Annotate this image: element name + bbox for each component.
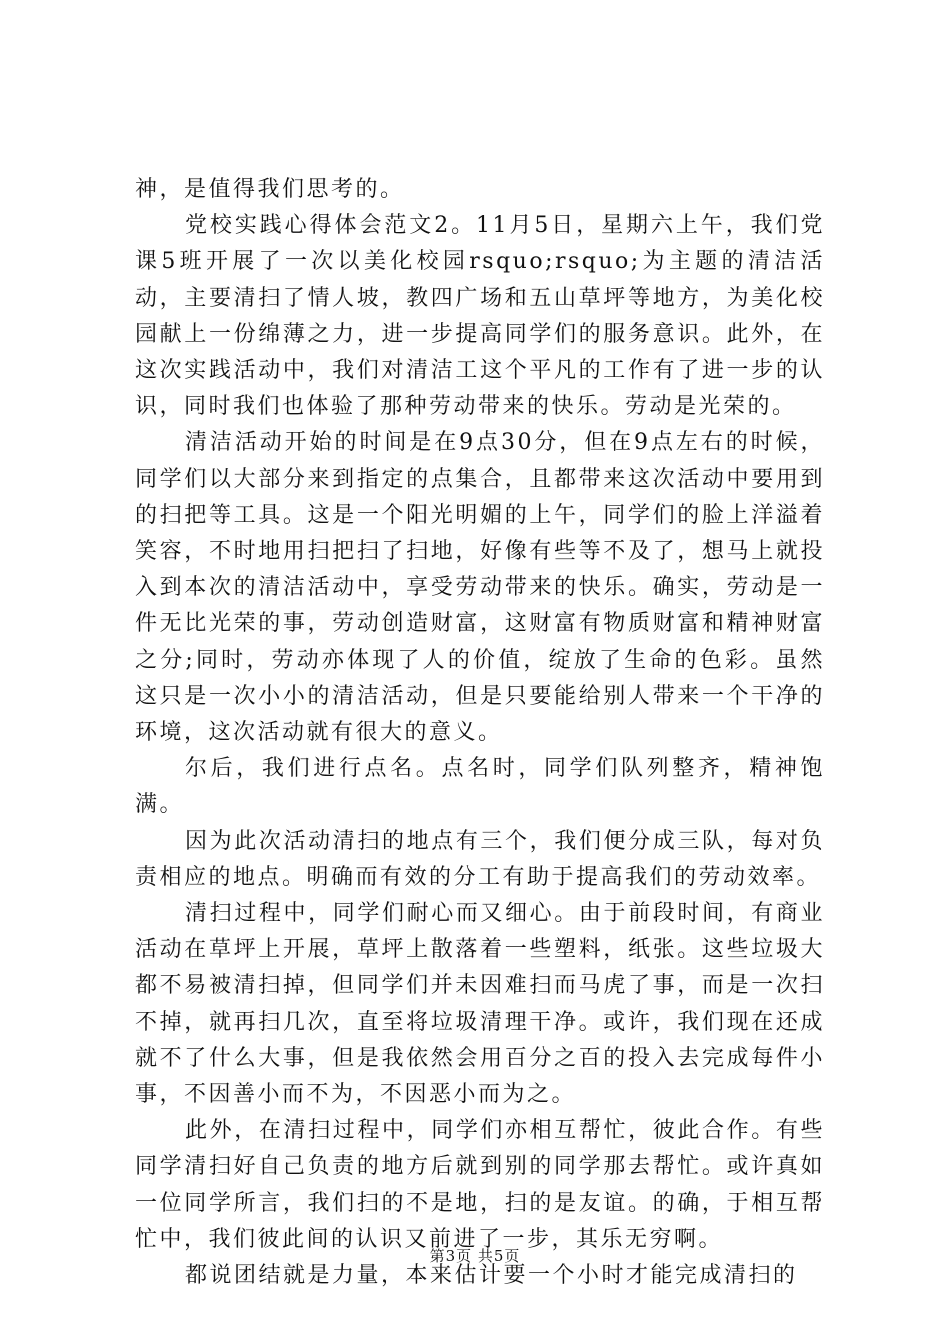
paragraph-continuation: 神，是值得我们思考的。 xyxy=(135,177,405,202)
paragraph: 尔后，我们进行点名。点名时，同学们队列整齐，精神饱满。 xyxy=(135,756,825,818)
paragraph: 此外，在清扫过程中，同学们亦相互帮忙，彼此合作。有些同学清扫好自己负责的地方后就到别的同学那去帮忙。或许真如一位同学所言，我们扫的不是地，扫的是友谊。的确，于相互帮忙中，我们彼此间的认识又前进了一步，其乐无穷啊。 xyxy=(135,1118,825,1252)
page-number-footer: 第3页 共5页 xyxy=(429,1247,521,1265)
paragraph: 清扫过程中，同学们耐心而又细心。由于前段时间，有商业活动在草坪上开展，草坪上散落着一些塑料，纸张。这些垃圾大都不易被清扫掉，但同学们并未因难扫而马虎了事，而是一次扫不掉，就再扫几次，直至将垃圾清理干净。或许，我们现在还成就不了什么大事，但是我依然会用百分之百的投入去完成每件小事，不因善小而不为，不因恶小而为之。 xyxy=(135,901,825,1108)
paragraph: 都说团结就是力量，本来估计要一个小时才能完成清扫的 xyxy=(185,1263,798,1289)
paragraph: 因为此次活动清扫的地点有三个，我们便分成三队，每对负责相应的地点。明确而有效的分工有助于提高我们的劳动效率。 xyxy=(135,828,825,890)
document-body xyxy=(135,172,825,1294)
paragraph: 党校实践心得体会范文2。11月5日，星期六上午，我们党课5班开展了一次以美化校园rsquo;rsquo;为主题的清洁活动，主要清扫了情人坡，教四广场和五山草坪等地方，为美化校园献上一份绵薄之力，进一步提高同学们的服务意识。此外，在这次实践活动中，我们对清洁工这个平凡的工作有了进一步的认识，同时我们也体验了那种劳动带来的快乐。劳动是光荣的。 xyxy=(135,213,825,420)
paragraph: 清洁活动开始的时间是在9点30分，但在9点左右的时候，同学们以大部分来到指定的点集合，且都带来这次活动中要用到的扫把等工具。这是一个阳光明媚的上午，同学们的脸上洋溢着笑容，不时地用扫把扫了扫地，好像有些等不及了，想马上就投入到本次的清洁活动中，享受劳动带来的快乐。确实，劳动是一件无比光荣的事，劳动创造财富，这财富有物质财富和精神财富之分;同时，劳动亦体现了人的价值，绽放了生命的色彩。虽然这只是一次小小的清洁活动，但是只要能给别人带来一个干净的环境，这次活动就有很大的意义。 xyxy=(135,430,825,746)
